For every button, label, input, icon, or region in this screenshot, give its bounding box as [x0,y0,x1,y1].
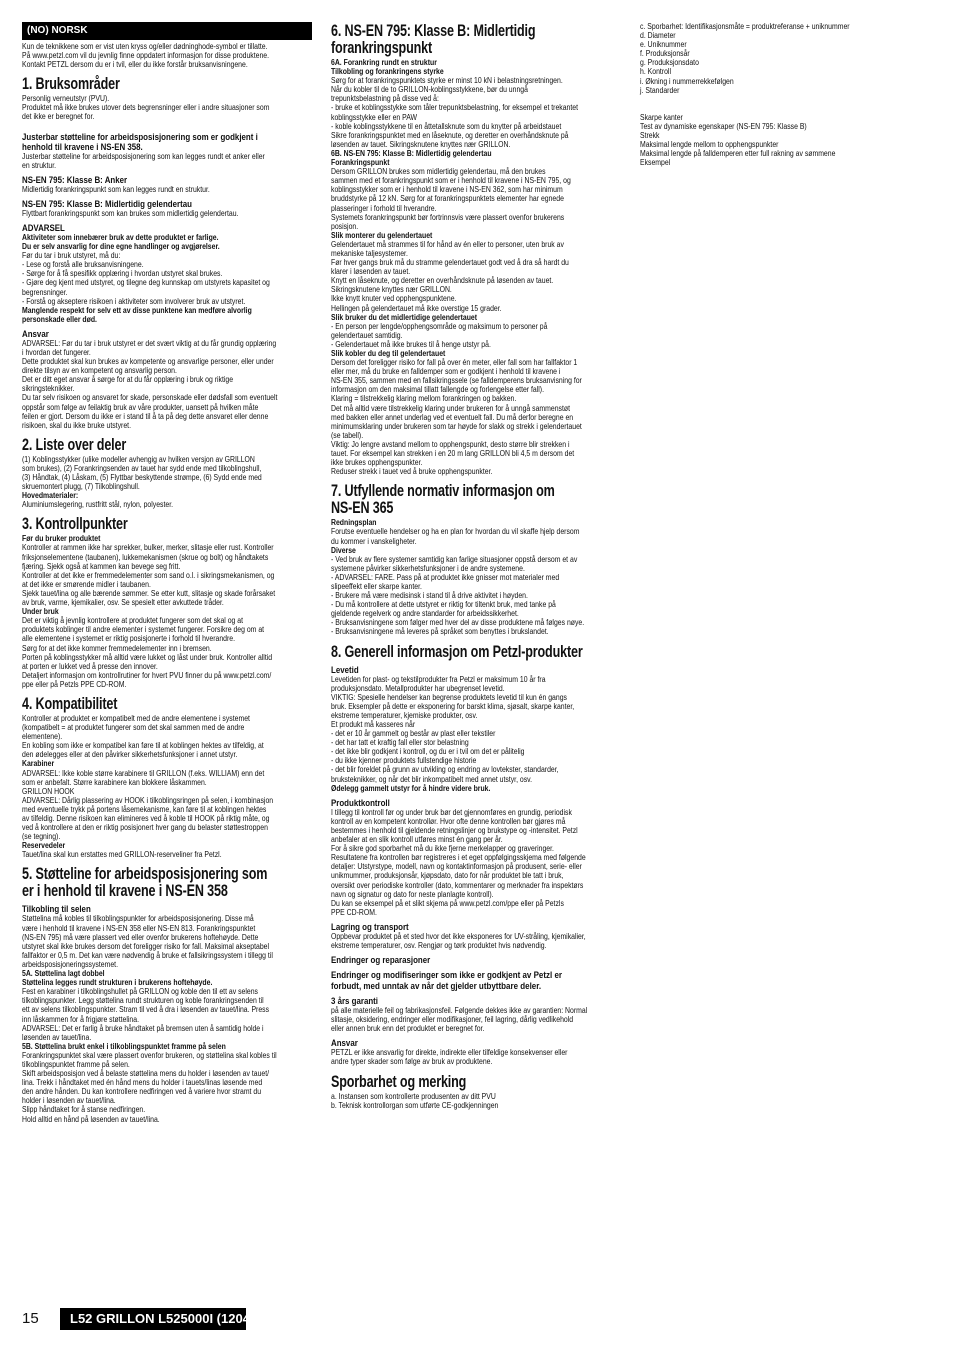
section-6b-text: Dersom GRILLON brukes som midlertidig gelendertau, må den brukes sammen med et forankringspunkt som er i henhold til kravene i NS-EN 795, og koblingsstykker som er i henhold til kravene i NS-EN 362, som har minimum bruddstyrke på 12 kN. Sørg for at forankringspunktets elementer har egnede plasseringer i forhold til hverandre. Systemets forankringspunkt bør fortrinnsvis være plassert ovenfor brukerens posisjon. [331,167,571,231]
section-8-destroy-text: Ødelegg gammelt utstyr for å hindre videre bruk. [331,783,491,793]
section-6-connect-text: Dersom det foreligger risiko for fall på over én meter, eller fall som har fallfaktor 1 eller mer, må du bruke en falldemper som er godkjent i henhold til kravene i NS-EN 355, sammen med en fallsikringssele (se falldemperens bruksanvisning for informasjon om den maksimal tillatt fallengde og forlengelse etter fall). Klaring = tilstrekkelig klaring mellom forankringen og bakken. Det må alltid være tilstrekkelig klaring under brukeren for å unngå sammenstøt med bakken eller annet underlag ved et eventuelt fall. Du må derfor beregne en minimumsklaring under brukeren som tar høyde for slakk og strekk i gelendertauet (se tabell). Viktig: Jo lengre avstand mellom to opphengspunkt, desto større blir strekken i tauet. For eksempel kan strekken i en 20 m lang GRILLON bli 4,5 m dersom det ikke brukes opphengspunkter. Reduser strekk i tauet ved å bruke opphengspunkter. [331,358,582,477]
section-8-heading-lifetime: Levetid [331,664,359,675]
column-middle-body [331,22,624,1110]
section-2-materials: Aluminiumslegering, rustfritt stål, nylon, polyester. [22,500,174,510]
section-7-heading-misc: Diverse [331,545,356,555]
section-3-before-text: Kontroller at rammen ikke har sprekker, bulker, merker, slitasje eller rust. Kontroller friksjonselementene (taubanen), lukkemekanismen (skrue og bolt) og håndtakets fjæring. Sjekk også at kammen kan bevege seg fritt. Kontroller at det ikke er fremmedelementer som sand o.l. i sikringsmekanismen, og at det ikke er smørende midler i taubanen. Sjekk tauet/lina og alle bærende sømmer. Se etter kutt, slitasje og skade forårsaket av bruk, varme, kjemikalier, osv. Se spesielt etter avkuttede tråder. [22,543,276,608]
section-9-text: a. Instansen som kontrollerte produsenten av ditt PVU b. Teknisk kontrollorgan som utførte CE-godkjenningen [331,1091,499,1110]
section-8-inspection-text: I tillegg til kontroll før og under bruk bør det gjennomføres en grundig, periodisk kontroll av en kompetent kontrollør. Hvor ofte denne kontrollen bør gjøres må bestemmes i henhold til gjeldende retningslinjer og brukstype og -intensitet. Petzl anbefaler at en slik kontroll utføres minst én gang per år. For å sikre god sporbarhet må du ikke fjerne merkelapper og graveringer. Resultatene fra kontrollen bør registreres i et eget oppfølgingsskjema med følgende detaljer: Utstyrstype, modell, navn og kontaktinformasjon på produsent, serie- eller unikmummer, produksjonsår, kjøpsdato, dato for når produktet ble tatt i bruk, oversikt over periodiske kontroller (dato, kommentarer og merknader fra inspektørs navn og signatur og dato for neste planlagte kontroll). Du kan se eksempel på et slikt skjema på www.petzl.com/ppe eller på Petzls PPE CD-ROM. [331,807,586,917]
section-8-heading-liability: Ansvar [331,1038,358,1049]
section-9-title: Sporbarhet og merking [331,1071,467,1091]
section-6b-heading: 6B. NS-EN 795: Klasse B: Midlertidig gelendertau Forankringspunkt [331,148,492,168]
section-8-heading-warranty: 3 års garanti [331,996,378,1007]
warning-bold-text: Aktiviteter som innebærer bruk av dette produktet er farlige. Du er selv ansvarlig for dine egne handlinger og avgjørelser. [22,232,220,252]
column-right-body [640,22,931,167]
section-8-lifetime-text: Levetiden for plast- og tekstilprodukter fra Petzl er maksimum 10 år fra produksjonsdato. Metallprodukter har ubegrenset levetid. VIKTIG: Spesielle hendelser kan begrense produktets levetid til kun én gangs bruk. Eksempler på dette er eksponering for barskt klima, sjøsalt, skarpe kanter, ekstreme temperaturer, kjemiske produkter, osv. Et produkt må kasseres når - det er 10 år gammelt og består av plast eller tekstiler - det har tatt et kraftig fall eller stor belastning - det ikke blir godkjent i kontroll, og du er i tvil om det er pålitelig - du ikke kjenner produktets fullstendige historie - det blir foreldet på grunn av utvikling og endring av lovtekster, standarder, bruksteknikker, og når det blir inkompatibelt med annet utstyr, osv. [331,674,575,784]
language-header: (NO) NORSK [22,22,312,40]
section-7-misc-text: - Ved bruk av flere systemer samtidig kan farlige situasjoner oppstå dersom et av systemene påvirker sikkerhetsfunksjoner i de andre systemene. - ADVARSEL: FARE. Pass på at produktet ikke gnisser mot materialer med slipeeffekt eller skarpe kanter. - Brukere må være medisinsk i stand til å drive aktivitet i høyden. - Du må kontrollere at dette utstyret er riktig for tiltenkt bruk, med tanke på gjeldende regelverk og andre standarder for arbeidssikkerhet. - Bruksanvisningene som følger med hver del av disse produktene må følges nøye. - Bruksanvisningene må leveres på språket som benyttes i brukslandet. [331,554,585,637]
section-6a-heading: 6A. Forankring rundt en struktur Tilkobling og forankringens styrke [331,58,444,77]
warning-bold-text-2: Manglende respekt for selv ett av disse punktene kan medføre alvorlig personskade eller død. [22,305,252,324]
section-8-liability-text: PETZL er ikke ansvarlig for direkte, indirekte eller tilfeldige konsekvenser eller andre typer skader som følge av bruk av produktene. [331,1048,568,1067]
section-7-heading-rescue: Redningsplan [331,518,377,528]
section-3-during-text: Det er viktig å jevnlig kontrollere at produktet fungerer som det skal og at produktets koblinger til andre elementer i systemet fungerer. Forsikre deg om at alle elementene i systemet er riktig posisjonerte i forhold til hverandre. Sørg for at det ikke kommer fremmedelementer inn i bremsen. Porten på koblingsstykker må alltid være lukket og låst under bruk. Kontroller alltid at porten er lukket ved å presse den innover. Detaljert informasjon om kontrollrutiner for hvert PVU finner du på www.petzl.com/ ppe eller på Petzls PPE CD-ROM. [22,616,273,689]
section-2-title: 2. Liste over deler [22,434,127,454]
section-5b-heading: 5B. Støttelina brukt enkel i tilkoblingspunktet framme på selen [22,1041,226,1051]
section-5a-text: Fest en karabiner i tilkoblingshullet på GRILLON og koble den til ett av selens tilkoblingspunkter. Legg støttelina rundt strukturen og koble forankringsenden til ett av selens tilkoblingspunkter. Stram til ved å dra i løsenden av tauet/lina. Press inn låskammen for å frigjøre støttelina. ADVARSEL: Det er farlig å bruke håndtaket på bremsen uten å samtidig holde i løsenden av tauet/lina. [22,987,270,1042]
page-number: 15 [22,1310,39,1327]
section-8-storage-text: Oppbevar produktet på et sted hvor det ikke eksponeres for UV-stråling, kjemikalier, ekstreme temperaturer, osv. Rengjør og tørk produktet hvis nødvendig. [331,931,586,950]
section-4-spares-text: Tauet/lina skal kun erstattes med GRILLON-reserveliner fra Petzl. [22,850,222,860]
section-1-heading-gelender: NS-EN 795: Klasse B: Midlertidig gelendertau [22,198,192,209]
section-5b-text: Forankringspunktet skal være plassert ovenfor brukeren, og støttelina skal kobles til tilkoblingspunktet framme på selen. Skift arbeidsposisjon ved å belaste støttelina mens du holder i løsenden av tauet/ lina. Trekk i håndtaket med én hånd mens du holder i tauets/linas løsende med den andre hånden. Du kan kontrollere nedfiringen ved å variere hvor stramt du holder i løsenden av tauet/lina. Slipp håndtaket for å stanse nedfiringen. Hold alltid en hånd på løsenden av tauet/lina. [22,1050,277,1124]
section-4-title: 4. Kompatibilitet [22,693,118,713]
section-8-heading-storage: Lagring og transport [331,921,409,932]
section-5-heading-attach: Tilkobling til selen [22,904,91,915]
section-7-rescue-text: Forutse eventuelle hendelser og ha en plan for hvordan du vil skaffe hjelp dersom du kommer i vanskeligheter. [331,527,580,546]
section-8-modifications-text: Endringer og modifiseringer som ikke er godkjent av Petzl er forbudt, med unntak av når det gjelder utbyttbare deler. [331,970,563,991]
section-1-anker-text: Midlertidig forankringspunkt som kan legges rundt en struktur. [22,184,210,194]
section-6-use-text: - En person per lengde/opphengsområde og maksimum to personer på gelendertauet samtidig. - Gelendertauet må ikke brukes til å henge utstyr på. [331,321,548,349]
section-5-attach-text: Støttelina må kobles til tilkoblingspunkter for arbeidsposisjonering. Disse må være i henhold til kravene i NS-EN 358 eller NS-EN 813. Forankringspunktet (NS-EN 795) må være plassert ved eller ovenfor brukerens hoftehøyde. Dette utstyret skal ikke brukes dersom det foreligger risiko for fall. Maksimal akseptabel fallfaktor er 0,5 m. Det kan være nødvendig å bruke et fallsikringssystem i tillegg til arbeidsposisjoneringssystemet. [22,914,273,969]
section-5a-heading: 5A. Støttelina lagt dobbel Støttelina legges rundt strukturen i brukerens hoftehøyde. [22,969,213,988]
section-3-heading-before: Før du bruker produktet [22,534,101,544]
section-6a-text: Sørg for at forankringspunktets styrke er minst 10 kN i belastningsretningen. Når du kobler til de to GRILLON-koblingsstykkene, bør du unngå trepunktsbelastning på disse ved å: - bruke et koblingsstykke som tåler trepunktsbelastning, for eksempel et trekantet koblingsstykke eller en PAW - koble koblingsstykkene til en åttetallsknute som du knytter på arbeidstauet Sikre forankringspunktet med en låseknute, og deretter en overhåndsknute på løsenden av tauet. Sikringsknutene knyttes nær GRILLON. [331,76,579,149]
section-1-heading-anker: NS-EN 795: Klasse B: Anker [22,174,128,185]
section-1-text: Personlig verneutstyr (PVU). Produktet må ikke brukes utover dets begrensninger eller i andre situasjoner som det ikke er beregnet for. [22,94,270,122]
section-1-gelender-text: Flyttbart forankringspunkt som kan brukes som midlertidig gelendertau. [22,208,239,218]
section-4-heading-carabiner: Karabiner [22,759,55,769]
section-5-title: 5. Støtteline for arbeidsposisjonering som er i henhold til kravene i NS-EN 358 [22,864,268,901]
section-6-heading-mount: Slik monterer du gelendertauet [331,230,433,240]
section-4-heading-spares: Reservedeler [22,841,66,851]
column-right [640,22,932,167]
document-reference: L52 GRILLON L525000I (120410) [60,1308,246,1330]
page-footer [22,1308,952,1330]
section-3-title: 3. Kontrollpunkter [22,514,128,534]
warning-text: Før du tar i bruk utstyret, må du: - Lese og forstå alle bruksanvisningene. - Sørge for å få spesifikk opplæring i hvordan utstyret skal brukes. - Gjøre deg kjent med utstyret, og tilegne deg kunnskap om utstyrets kapasitet og begrensninger. - Forstå og akseptere risikoen i aktiviteter som involverer bruk av utstyret. [22,251,270,306]
section-8-warranty-text: på alle materielle feil og fabrikasjonsfeil. Følgende dekkes ikke av garantien: Normal slitasje, oksidering, endringer eller modifikasjoner, feil lagring, dårlig vedlikehold eller annen bruk enn det produktet er beregnet for. [331,1006,588,1034]
section-8-heading-inspection: Produktkontroll [331,797,390,808]
warning-title: ADVARSEL [22,222,65,233]
column-middle [331,22,625,1110]
section-1-justerbar-text: Justerbar støtteline for arbeidsposisjonering som kan legges rundt et anker eller en struktur. [22,151,265,170]
section-2-text: (1) Koblingsstykker (ulike modeller avhengig av hvilken versjon av GRILLON som brukes), (2) Forankringsenden av tauet har sydd ende med tilkoblingshull, (3) Håndtak, (4) Låskam, (5) Flyttbar beskyttende strømpe, (6) Sydd ende med skruemontert plugg, (7) Tilkoblingshull. [22,454,262,492]
section-4-carabiner-text: ADVARSEL: Ikke koble større karabinere til GRILLON (f.eks. WILLIAM) enn det som er anbefalt. Større karabinere kan blokkere låskammen. GRILLON HOOK ADVARSEL: Dårlig plassering av HOOK i tilkoblingsringen på selen, i kombinasjon med eventuelle trykk på portens låsemekanisme, kan føre til at koblingen hektes av tilfeldig. Denne risikoen kan elimineres ved å koble til HOOK på riktig måte, og ved å kontrollere at den er riktig posisjonert hver gang du belaster støttestroppen (se tegning). [22,768,274,842]
column-left [22,22,312,1124]
section-1-heading-justerbar: Justerbar støtteline for arbeidsposisjonering som er godkjent i henhold til kravene i NS-EN 358. [22,131,258,152]
intro-text: Kun de teknikkene som er vist uten kryss og/eller dødninghode-symbol er tillatte. På www.petzl.com vil du jevnlig finne oppdatert informasjon for disse produktene. Kontakt PETZL dersom du er i tvil, eller du ikke forstår bruksanvisningene. [22,42,270,70]
marking-legend-list: c. Sporbarhet: Identifikasjonsmåte = produktreferanse + uniknummer d. Diameter e. Uniknummer f. Produksjonsår g. Produksjonsdato h. Kontroll i. Økning i nummerrekkefølgen j. Standarder [640,22,850,95]
responsibility-heading: Ansvar [22,328,49,339]
section-2-materials-heading: Hovedmaterialer: [22,491,79,501]
section-6-heading-connect: Slik kobler du deg til gelendertauet [331,349,446,358]
section-4-text: Kontroller at produktet er kompatibelt med de andre elementene i systemet (kompatibelt = at produktet fungerer som det skal sammen med de andre elementene). En kobling som ikke er kompatibel kan føre til at koblingen hektes av tilfeldig, at den ødelegges eller at den påvirker sikkerhetsfunksjoner i annet utstyr. [22,713,264,760]
section-8-heading-modifications: Endringer og reparasjoner [331,955,431,966]
table-legend-list: Skarpe kanter Test av dynamiske egenskaper (NS-EN 795: Klasse B) Strekk Maksimal lengde mellom to opphengspunkter Maksimal lengde på falldemperen etter full rakning av sømmene Eksempel [640,112,836,168]
section-1-title: 1. Bruksområder [22,74,120,94]
section-6-title: 6. NS-EN 795: Klasse B: Midlertidig forankringspunkt [331,21,536,57]
column-left-body [22,42,311,1124]
section-8-title: 8. Generell informasjon om Petzl-produkter [331,641,583,661]
section-7-title: 7. Utfyllende normativ informasjon om NS-EN 365 [331,481,555,518]
section-3-heading-during: Under bruk [22,607,59,617]
section-6-heading-use: Slik bruker du det midlertidige gelendertauet [331,312,478,322]
section-6-mount-text: Gelendertauet må strammes til for hånd av én eller to personer, uten bruk av mekaniske taljesystemer. Før hver gangs bruk må du stramme gelendertauet godt ved å dra så hardt du klarer i løsenden av tauet. Knytt en låseknute, og deretter en overhåndsknute på løsenden av tauet. Sikringsknutene knyttes nær GRILLON. Ikke knytt knuter ved opphengspunktene. Hellingen på gelendertauet må ikke overstige 15 grader. [331,239,569,313]
responsibility-text: ADVARSEL: Før du tar i bruk utstyret er det svært viktig at du får grundig opplæring i hvordan det fungerer. Dette produktet skal kun brukes av kompetente og ansvarlige personer, eller under direkte tilsyn av en kompetent og ansvarlig person. Det er ditt eget ansvar å sørge for at du får opplæring i bruk og riktige sikringsteknikker. Du tar selv risikoen og ansvaret for skade, personskade eller dødsfall som eventuelt oppstår som følge av feilaktig bruk av våre produkter, uansett på hvilken måte feilen er gjort. Dersom du ikke er i stand til å ta på deg dette ansvaret eller denne risikoen, skal du ikke bruke utstyret. [22,338,278,430]
